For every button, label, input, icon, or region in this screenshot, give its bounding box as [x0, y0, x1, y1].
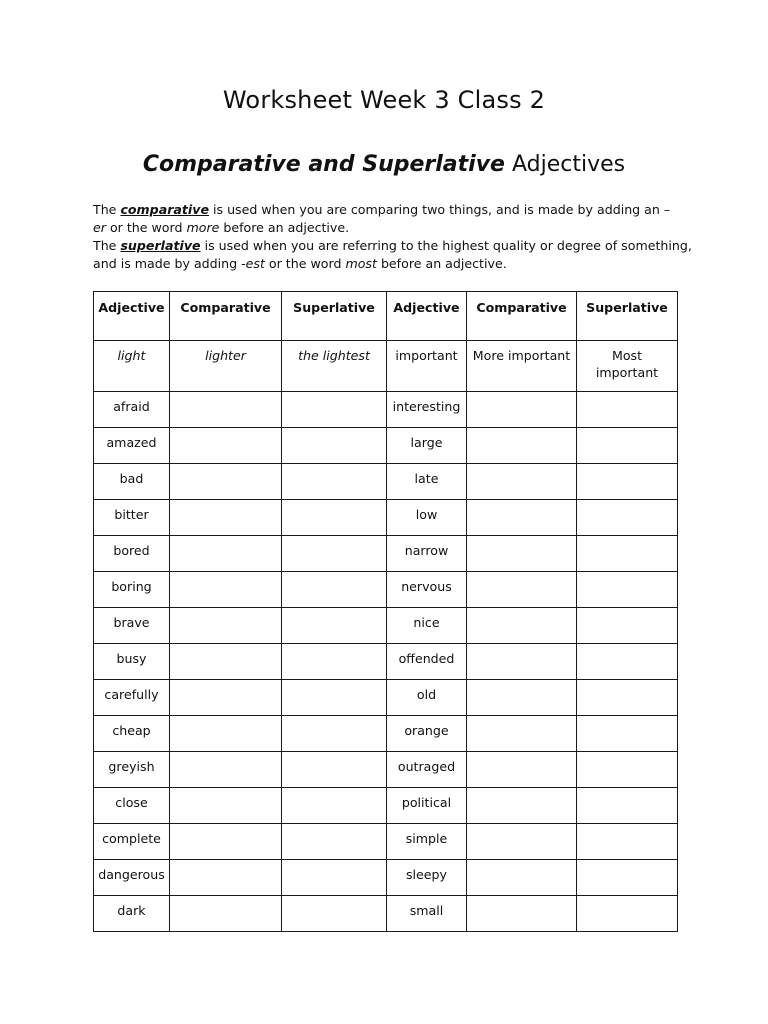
comparative-answer-cell[interactable]: [467, 860, 577, 896]
superlative-answer-cell[interactable]: [577, 644, 678, 680]
adjective-cell: nice: [387, 608, 467, 644]
superlative-answer-cell[interactable]: [282, 608, 387, 644]
table-row: [94, 536, 678, 572]
intro-text: is used when you are comparing two things, and is made by adding an –: [209, 202, 671, 217]
table-row: [94, 824, 678, 860]
superlative-answer-cell[interactable]: [577, 896, 678, 932]
superlative-answer-cell[interactable]: [282, 788, 387, 824]
adjective-cell: busy: [94, 644, 170, 680]
adjective-cell: outraged: [387, 752, 467, 788]
adjective-cell: amazed: [94, 428, 170, 464]
adjective-cell: political: [387, 788, 467, 824]
keyword-superlative: superlative: [120, 238, 201, 253]
comparative-answer-cell[interactable]: [467, 644, 577, 680]
comparative-answer-cell[interactable]: [467, 716, 577, 752]
intro-paragraph: [93, 201, 693, 273]
subtitle-rest: Adjectives: [504, 152, 626, 177]
adjective-cell: offended: [387, 644, 467, 680]
worksheet-subtitle: [0, 152, 768, 177]
adjective-cell: afraid: [94, 392, 170, 428]
intro-text: before an adjective.: [376, 256, 507, 271]
header-superlative: Superlative: [577, 292, 678, 341]
comparative-answer-cell[interactable]: [170, 428, 282, 464]
intro-text: or the word: [264, 256, 346, 271]
subtitle-emphasis: Comparative and Superlative: [142, 152, 505, 177]
table-row: [94, 896, 678, 932]
adjective-cell: greyish: [94, 752, 170, 788]
superlative-answer-cell[interactable]: [282, 860, 387, 896]
superlative-answer-cell[interactable]: [282, 752, 387, 788]
adjective-cell: bitter: [94, 500, 170, 536]
adjective-cell: boring: [94, 572, 170, 608]
intro-text: The: [93, 202, 121, 217]
comparative-answer-cell[interactable]: [467, 824, 577, 860]
adjective-cell: late: [387, 464, 467, 500]
adjective-cell: low: [387, 500, 467, 536]
comparative-answer-cell[interactable]: [467, 500, 577, 536]
superlative-answer-cell[interactable]: [282, 680, 387, 716]
adjective-cell: nervous: [387, 572, 467, 608]
comparative-answer-cell[interactable]: [170, 716, 282, 752]
comparative-answer-cell[interactable]: [170, 392, 282, 428]
adjective-cell: sleepy: [387, 860, 467, 896]
example-superlative: Most important: [577, 341, 678, 392]
superlative-answer-cell[interactable]: [282, 716, 387, 752]
superlative-answer-cell[interactable]: [577, 392, 678, 428]
comparative-answer-cell[interactable]: [467, 896, 577, 932]
header-adjective: Adjective: [387, 292, 467, 341]
comparative-answer-cell[interactable]: [467, 752, 577, 788]
comparative-answer-cell[interactable]: [467, 392, 577, 428]
comparative-answer-cell[interactable]: [170, 860, 282, 896]
header-adjective: Adjective: [94, 292, 170, 341]
superlative-answer-cell[interactable]: [577, 788, 678, 824]
adjective-cell: orange: [387, 716, 467, 752]
example-comparative: More important: [467, 341, 577, 392]
adjective-cell: complete: [94, 824, 170, 860]
table-row: [94, 860, 678, 896]
superlative-answer-cell[interactable]: [577, 824, 678, 860]
adjective-cell: close: [94, 788, 170, 824]
table-row: [94, 464, 678, 500]
comparative-answer-cell[interactable]: [170, 536, 282, 572]
intro-text: The: [93, 238, 121, 253]
header-row: [94, 292, 678, 341]
adjective-cell: large: [387, 428, 467, 464]
adjective-cell: small: [387, 896, 467, 932]
table-row: [94, 752, 678, 788]
superlative-answer-cell[interactable]: [577, 536, 678, 572]
example-superlative: the lightest: [282, 341, 387, 392]
adjective-cell: bored: [94, 536, 170, 572]
superlative-answer-cell[interactable]: [577, 464, 678, 500]
comparative-answer-cell[interactable]: [170, 824, 282, 860]
superlative-answer-cell[interactable]: [577, 716, 678, 752]
comparative-answer-cell[interactable]: [467, 536, 577, 572]
superlative-answer-cell[interactable]: [282, 572, 387, 608]
table-row: [94, 788, 678, 824]
table-row: [94, 644, 678, 680]
superlative-answer-cell[interactable]: [577, 680, 678, 716]
table-row: [94, 500, 678, 536]
table-row: [94, 572, 678, 608]
worksheet-title: Worksheet Week 3 Class 2: [222, 86, 546, 114]
comparative-answer-cell[interactable]: [467, 464, 577, 500]
comparative-answer-cell[interactable]: [170, 680, 282, 716]
comparative-answer-cell[interactable]: [170, 788, 282, 824]
superlative-answer-cell[interactable]: [577, 428, 678, 464]
intro-word-most: most: [345, 256, 377, 271]
intro-word-more: more: [186, 220, 220, 235]
superlative-answer-cell[interactable]: [577, 860, 678, 896]
comparative-answer-cell[interactable]: [170, 896, 282, 932]
table-row: [94, 680, 678, 716]
superlative-answer-cell[interactable]: [282, 536, 387, 572]
adjective-cell: old: [387, 680, 467, 716]
table-row: [94, 392, 678, 428]
table-row: [94, 608, 678, 644]
superlative-answer-cell[interactable]: [282, 644, 387, 680]
example-adjective: light: [94, 341, 170, 392]
superlative-answer-cell[interactable]: [282, 464, 387, 500]
comparative-answer-cell[interactable]: [170, 608, 282, 644]
superlative-answer-cell[interactable]: [577, 572, 678, 608]
table-row: [94, 716, 678, 752]
superlative-answer-cell[interactable]: [282, 500, 387, 536]
adjective-cell: dangerous: [94, 860, 170, 896]
example-comparative: lighter: [170, 341, 282, 392]
intro-text: before an adjective.: [219, 220, 350, 235]
adjective-cell: carefully: [94, 680, 170, 716]
adjective-cell: interesting: [387, 392, 467, 428]
intro-text: is used when you are referring to the highest quality or degree of something, and is made by adding: [93, 238, 692, 271]
adjective-cell: dark: [94, 896, 170, 932]
superlative-answer-cell[interactable]: [282, 824, 387, 860]
comparative-answer-cell[interactable]: [170, 464, 282, 500]
superlative-answer-cell[interactable]: [577, 752, 678, 788]
adjective-cell: brave: [94, 608, 170, 644]
comparative-answer-cell[interactable]: [170, 572, 282, 608]
superlative-answer-cell[interactable]: [282, 896, 387, 932]
comparative-answer-cell[interactable]: [467, 680, 577, 716]
keyword-comparative: comparative: [120, 202, 209, 217]
example-row: [94, 341, 678, 392]
superlative-answer-cell[interactable]: [282, 428, 387, 464]
intro-suffix-er: er: [93, 220, 106, 235]
comparative-answer-cell[interactable]: [170, 500, 282, 536]
comparative-answer-cell[interactable]: [467, 788, 577, 824]
comparative-answer-cell[interactable]: [467, 572, 577, 608]
comparative-answer-cell[interactable]: [170, 752, 282, 788]
superlative-answer-cell[interactable]: [282, 392, 387, 428]
example-adjective: important: [387, 341, 467, 392]
adjectives-table: [93, 291, 678, 932]
header-comparative: Comparative: [467, 292, 577, 341]
superlative-answer-cell[interactable]: [577, 608, 678, 644]
comparative-answer-cell[interactable]: [467, 428, 577, 464]
adjective-cell: simple: [387, 824, 467, 860]
table-row: [94, 428, 678, 464]
comparative-answer-cell[interactable]: [467, 608, 577, 644]
adjective-cell: cheap: [94, 716, 170, 752]
header-comparative: Comparative: [170, 292, 282, 341]
comparative-answer-cell[interactable]: [170, 644, 282, 680]
header-superlative: Superlative: [282, 292, 387, 341]
intro-text: or the word: [105, 220, 187, 235]
superlative-answer-cell[interactable]: [577, 500, 678, 536]
intro-suffix-est: -est: [241, 256, 265, 271]
adjective-cell: bad: [94, 464, 170, 500]
adjective-cell: narrow: [387, 536, 467, 572]
